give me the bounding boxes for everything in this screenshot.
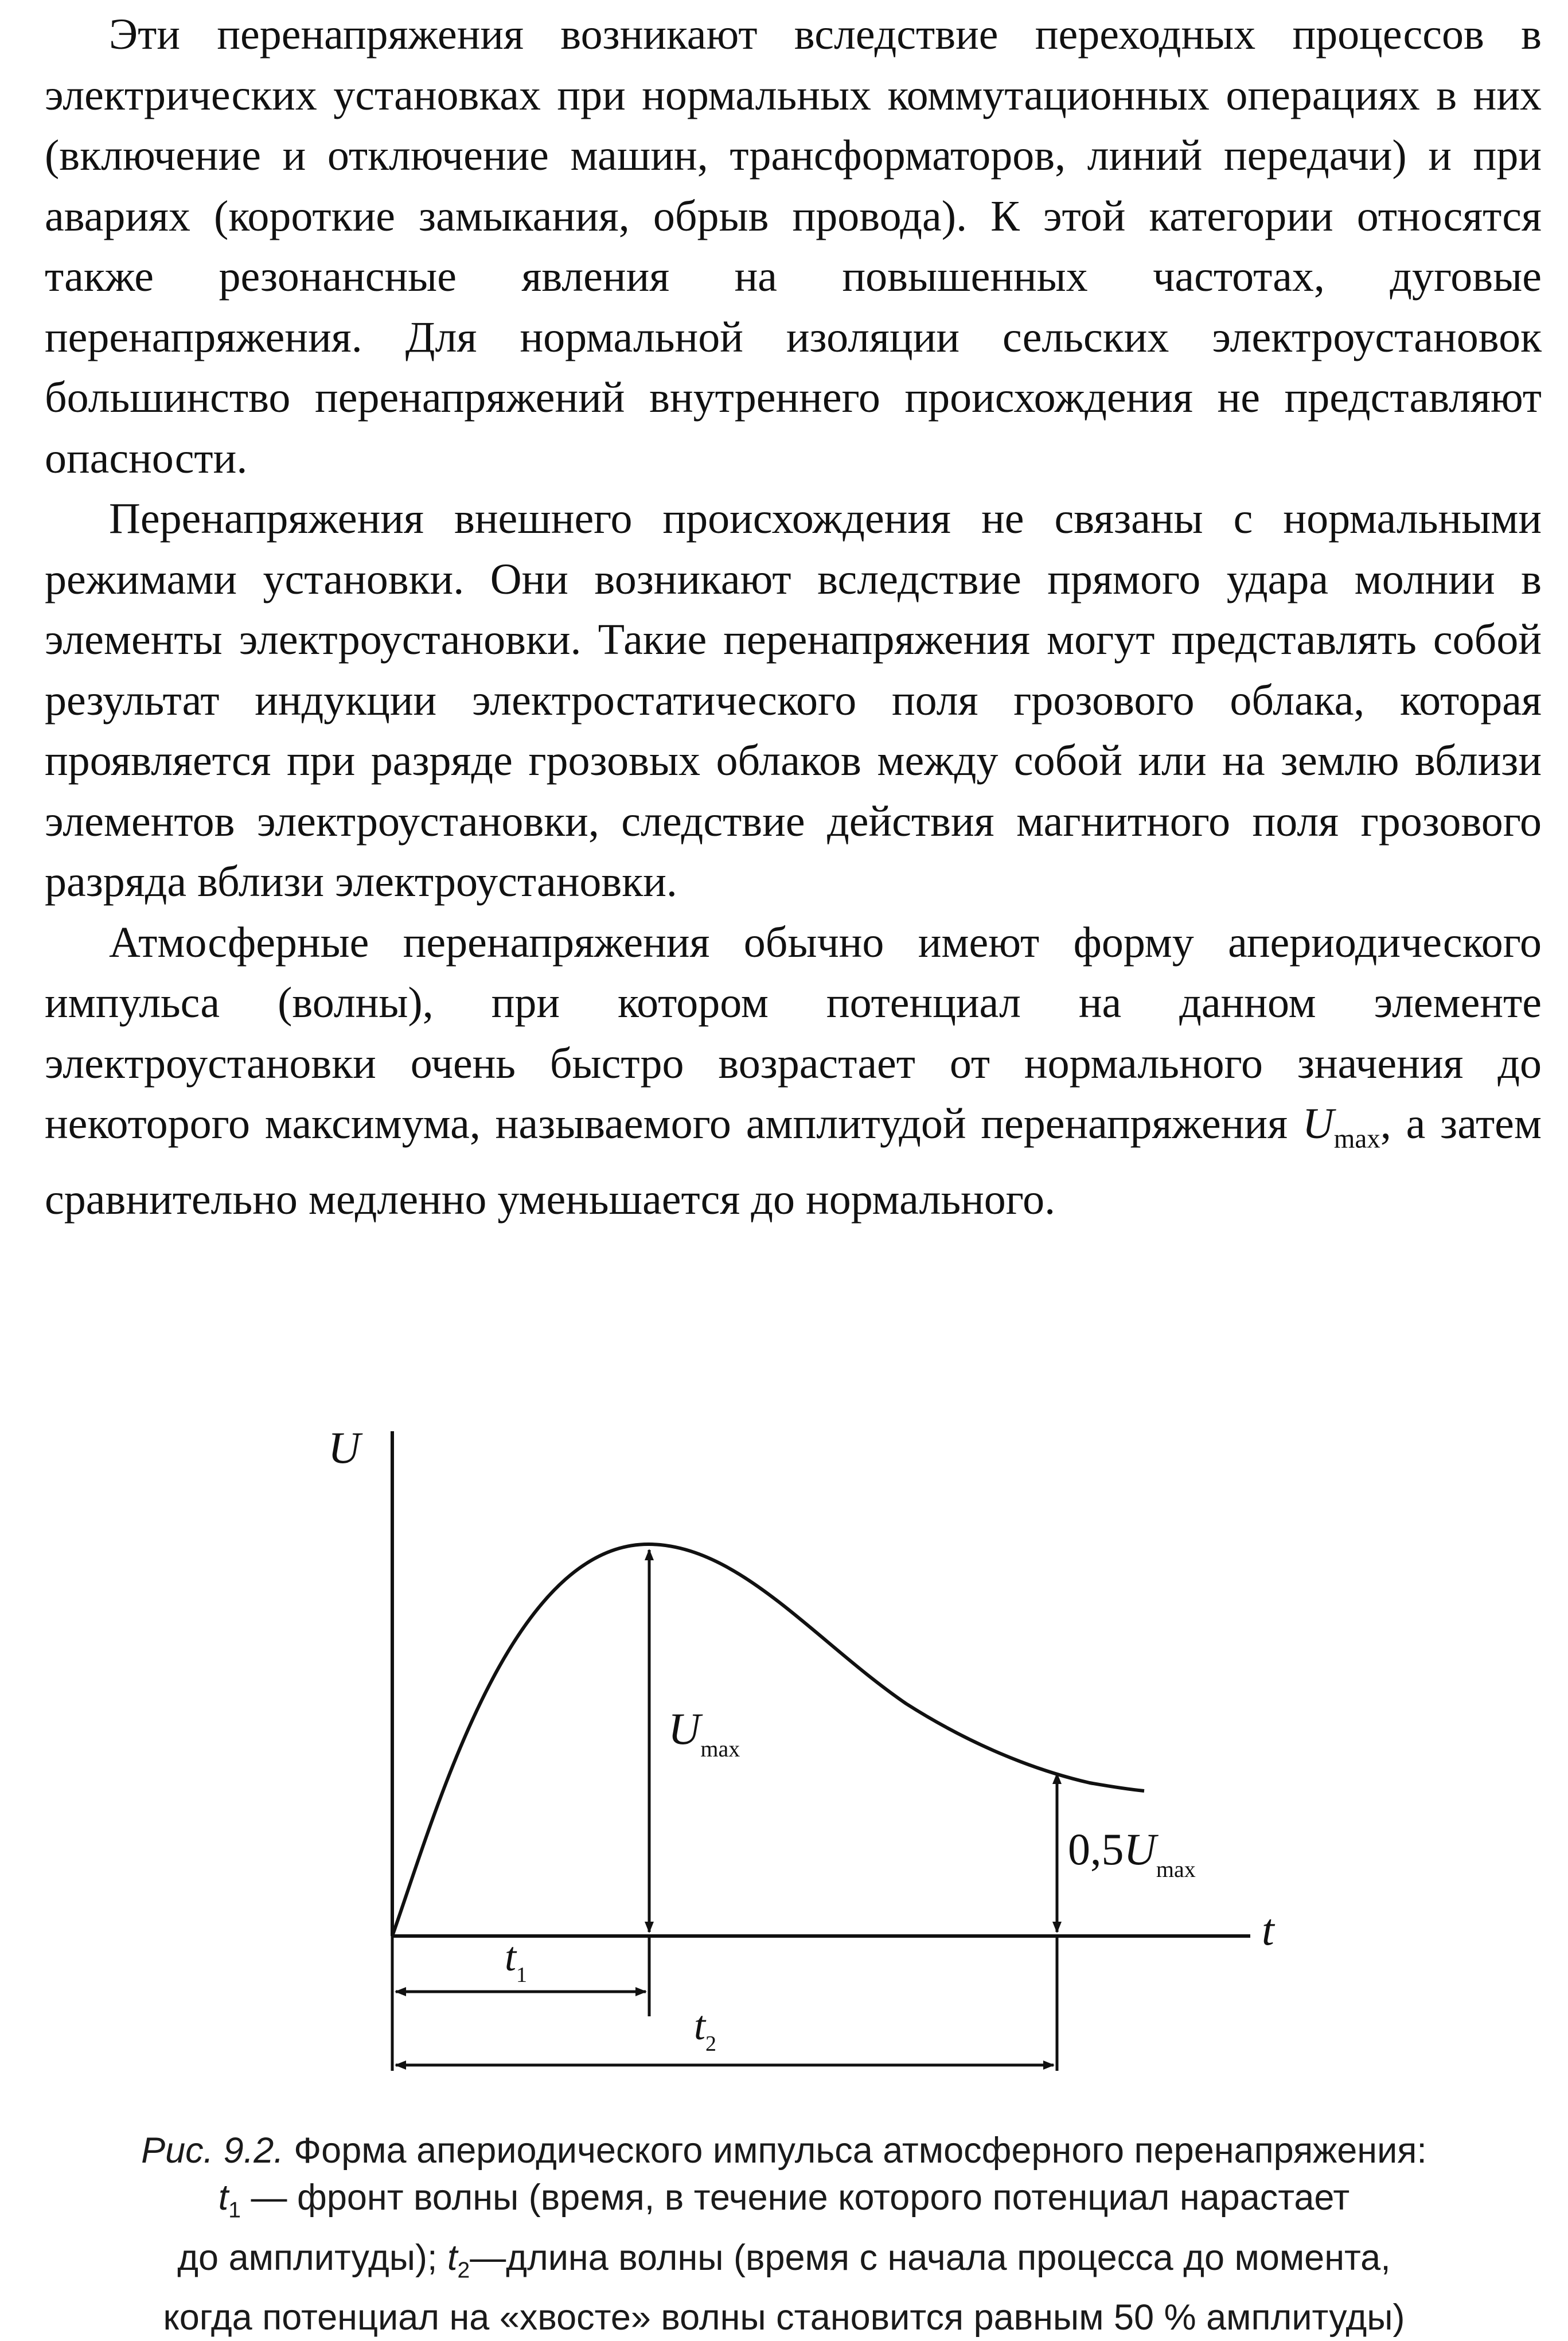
t2-label: $t_2$ (694, 2003, 717, 2056)
body-text (45, 5, 1542, 1230)
caption-line-4: когда потенциал на «хвосте» волны становится равным 50 % амплитуды) (163, 2297, 1405, 2338)
paragraph-2: Перенапряжения внешнего происхождения не связаны с нормальными режимами установки. Они возникают вследствие прямого удара молнии в элементы электроустановки. Такие перенапряжения могут представлять собой результат индукции электростатического поля грозового облака, которая проявляется при разряде грозовых облаков между собой или на землю вблизи элементов электроустановки, следствие действия магнитного поля грозового разряда вблизи электроустановки. (45, 494, 1542, 906)
impulse-diagram (0, 1400, 1568, 2105)
umax-label: $U_{max}$ (668, 1704, 740, 1762)
umax-subscript: max (1333, 1124, 1380, 1154)
impulse-curve (392, 1544, 1144, 1936)
t1-label: $t_1$ (505, 1934, 528, 1987)
half-umax-label: $0,5U_{max}$ (1068, 1824, 1196, 1882)
impulse-figure (0, 1400, 1568, 2105)
paragraph-3-text-a: Атмосферные перенапряжения обычно имеют форму апериодического импульса (волны), при котором потенциал на данном элементе электроустановки очень быстро возрастает от нормального значения до некоторого максимума, называемого амплитудой перенапряжения (45, 918, 1542, 1148)
paragraph-1: Эти перенапряжения возникают вследствие переходных процессов в электрических установках при нормальных коммутационных операциях в них (включение и отключение машин, трансформаторов, линий передачи) и при авариях (короткие замыкания, обрыв провода). К этой категории относятся также резонансные явления на повышенных частотах, дуговые перенапряжения. Для нормальной изоляции сельских электроустановок большинство перенапряжений внутреннего происхождения не представляют опасности. (45, 10, 1542, 482)
umax-symbol: U (1302, 1100, 1334, 1148)
caption-line-1: Рис. 9.2. Форма апериодического импульса атмосферного перенапряжения: (141, 2130, 1427, 2171)
caption-line-3: до амплитуды); $t_2—длина$ волны (время с начала процесса до момента, (177, 2237, 1391, 2283)
y-axis-label: U (328, 1423, 361, 1473)
paragraph-3 (45, 913, 1542, 1230)
x-axis-label: t (1262, 1904, 1274, 1954)
figure-caption (75, 2127, 1493, 2341)
caption-label: Рис. 9.2. (141, 2130, 284, 2171)
caption-line-2: $t_1$ — фронт волны (время, в течение которого потенциал нарастает (218, 2178, 1350, 2223)
paragraph-3-text-b: , а затем сравнительно медленно уменьшается до нормального. (45, 1100, 1542, 1224)
